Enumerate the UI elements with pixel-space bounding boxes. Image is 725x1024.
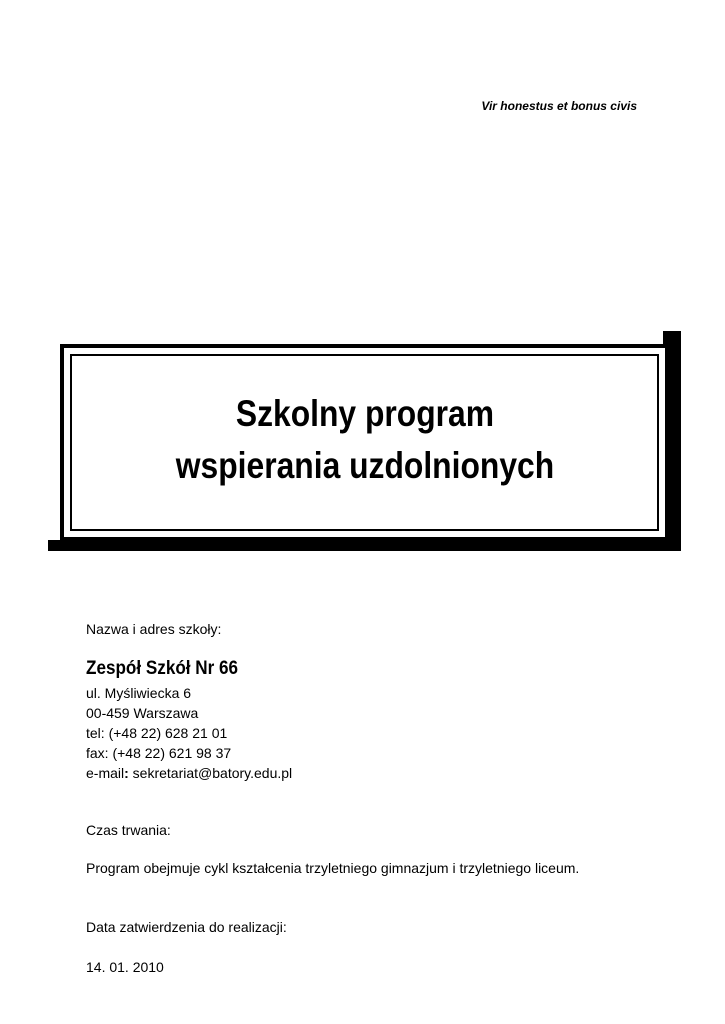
address-postal: 00-459 Warszawa [86,705,199,721]
title-frame [48,331,681,551]
email-label: e-mail [86,765,125,781]
address-fax: fax: (+48 22) 621 98 37 [86,745,232,761]
school-name: Zespół Szkół Nr 66 [86,658,239,679]
school-address [86,683,292,783]
duration-text: Program obejmuje cykl kształcenia trzyletniego gimnazjum i trzyletniego liceum. [86,860,580,876]
school-block [86,659,255,679]
address-tel: tel: (+48 22) 628 21 01 [86,725,228,741]
motto: Vir honestus et bonus civis [481,99,637,113]
email-separator: : [124,765,129,781]
frame-outer-border [60,344,669,541]
document-title [175,388,553,492]
title-line-2: wspierania uzdolnionych [175,444,554,486]
approval-date: 14. 01. 2010 [86,959,164,975]
email-value: sekretariat@batory.edu.pl [128,765,293,781]
address-street: ul. Myśliwiecka 6 [86,685,192,701]
frame-shadow-bottom [48,540,681,551]
title-line-1: Szkolny program [235,392,494,434]
address-email [86,763,292,783]
frame-inner-border [70,354,659,531]
duration-label: Czas trwania: [86,822,171,838]
approval-label: Data zatwierdzenia do realizacji: [86,919,287,935]
school-label: Nazwa i adres szkoły: [86,621,222,637]
